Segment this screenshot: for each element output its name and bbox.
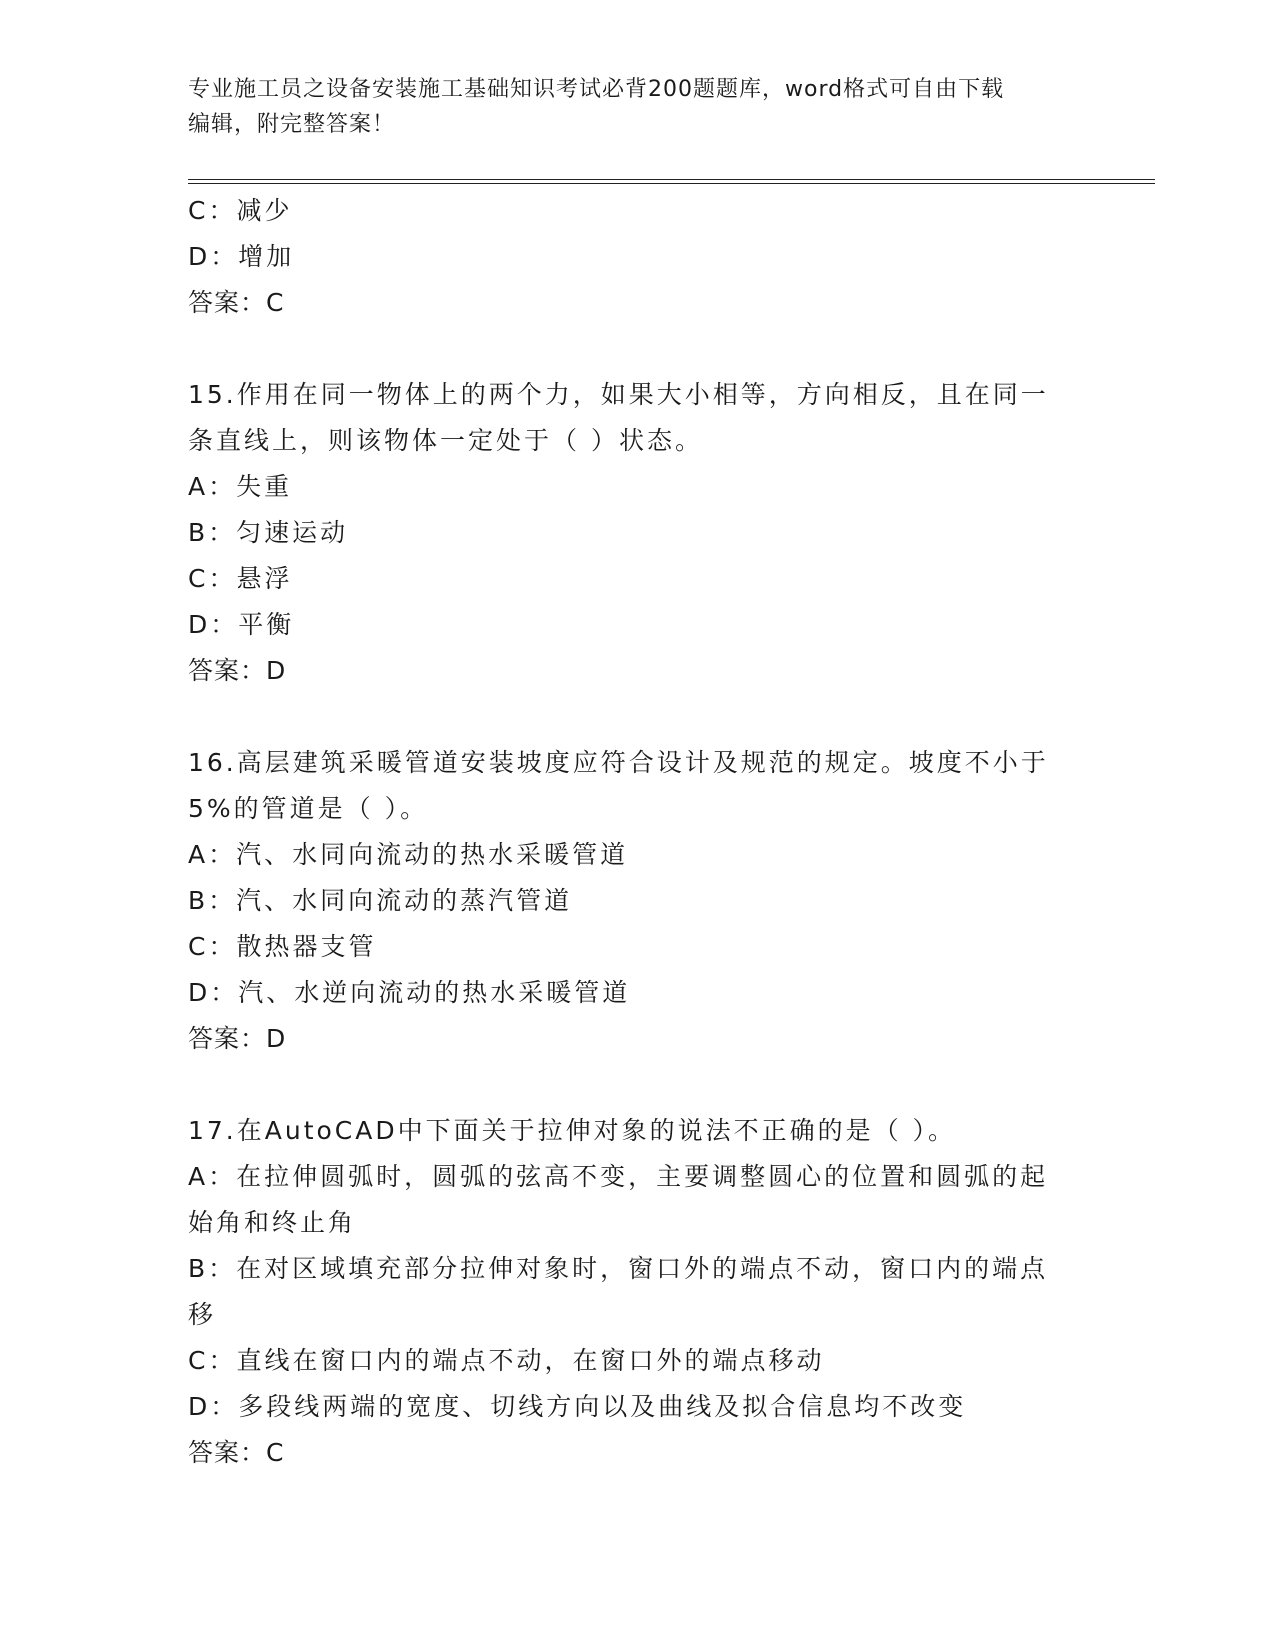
question-15	[188, 372, 1088, 694]
option-c: C：直线在窗口内的端点不动，在窗口外的端点移动	[188, 1346, 825, 1375]
option-d: D：平衡	[188, 610, 295, 639]
header-divider-top	[188, 179, 1155, 180]
answer-line: 答案：C	[188, 288, 285, 317]
spacer	[188, 1062, 1088, 1108]
header-divider-bottom	[188, 183, 1155, 184]
option-b-continued: 移	[188, 1300, 217, 1329]
option-d: D：增加	[188, 242, 295, 271]
spacer	[188, 326, 1088, 372]
option-a: A：在拉伸圆弧时，圆弧的弦高不变，主要调整圆心的位置和圆弧的起	[188, 1162, 1049, 1191]
document-header	[188, 72, 1068, 142]
question-stem-line: 16.高层建筑采暖管道安装坡度应符合设计及规范的规定。坡度不小于	[188, 748, 1049, 777]
answer-line: 答案：C	[188, 1438, 285, 1467]
header-line-2: 编辑，附完整答案！	[188, 112, 396, 137]
option-b: B：汽、水同向流动的蒸汽管道	[188, 886, 573, 915]
question-14-tail	[188, 188, 1088, 326]
question-stem-line: 17.在AutoCAD中下面关于拉伸对象的说法不正确的是（ ）。	[188, 1116, 957, 1145]
spacer	[188, 694, 1088, 740]
option-a: A：汽、水同向流动的热水采暖管道	[188, 840, 629, 869]
option-d: D：多段线两端的宽度、切线方向以及曲线及拟合信息均不改变	[188, 1392, 967, 1421]
option-c: C：减少	[188, 196, 293, 225]
question-list	[188, 188, 1088, 1476]
option-a-continued: 始角和终止角	[188, 1208, 357, 1237]
option-c: C：散热器支管	[188, 932, 377, 961]
question-stem-line: 条直线上，则该物体一定处于（ ）状态。	[188, 426, 703, 455]
question-stem-line: 15.作用在同一物体上的两个力，如果大小相等，方向相反，且在同一	[188, 380, 1049, 409]
header-line-1: 专业施工员之设备安装施工基础知识考试必背200题题库，word格式可自由下载	[188, 77, 1005, 102]
question-16	[188, 740, 1088, 1062]
question-stem-line: 5%的管道是（ ）。	[188, 794, 429, 823]
option-d: D：汽、水逆向流动的热水采暖管道	[188, 978, 631, 1007]
option-a: A：失重	[188, 472, 293, 501]
option-c: C：悬浮	[188, 564, 293, 593]
option-b: B：匀速运动	[188, 518, 349, 547]
answer-line: 答案：D	[188, 656, 287, 685]
answer-line: 答案：D	[188, 1024, 287, 1053]
question-17	[188, 1108, 1088, 1476]
option-b: B：在对区域填充部分拉伸对象时，窗口外的端点不动，窗口内的端点	[188, 1254, 1049, 1283]
